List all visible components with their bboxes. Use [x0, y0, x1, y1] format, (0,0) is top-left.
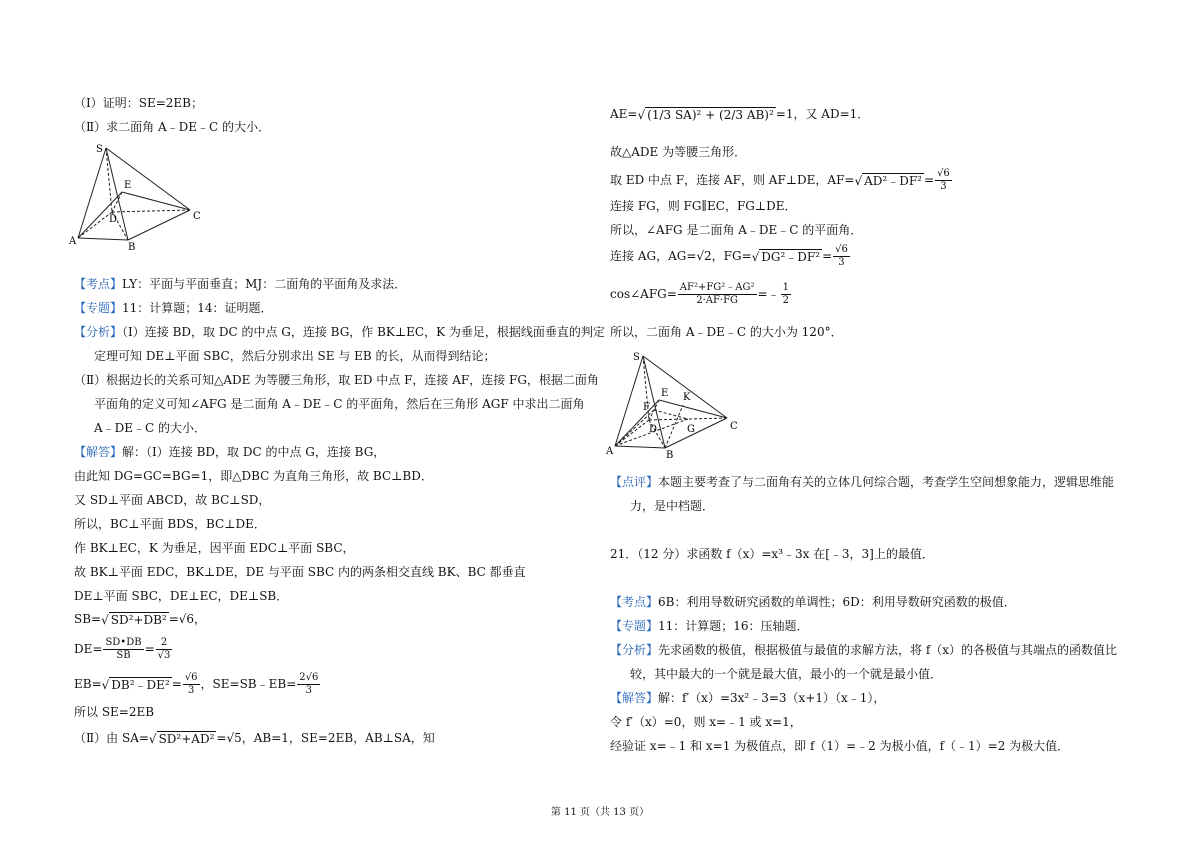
zhuanti-text-r: 11：计算题；16：压轴题．	[658, 619, 809, 633]
kaodian-tag: 【考点】	[74, 277, 123, 291]
fig2-label-g: G	[687, 424, 695, 435]
fig1-label-b: B	[128, 242, 136, 252]
jieda-text-2: 由此知 DG=GC=BG=1，即△DBC 为直角三角形，故 BC⊥BD．	[74, 469, 433, 483]
zhuanti-tag-r: 【专题】	[610, 619, 659, 633]
fg-radicand: DG²﹣DF²	[761, 249, 821, 264]
jieda-text-3: 又 SD⊥平面 ABCD，故 BC⊥SD，	[74, 493, 271, 507]
fenxi-text-1: （Ⅰ）连接 BD，取 DC 的中点 G，连接 BG，作 BK⊥EC，K 为垂足，根据线面垂直的判定	[122, 325, 605, 339]
zhuanti-line	[74, 300, 273, 316]
sb-result: =√6，	[168, 612, 207, 626]
dianping-line-1	[610, 474, 1114, 490]
eb-equals: =	[171, 677, 182, 691]
ae-prefix: AE=	[610, 107, 638, 121]
question-21: 21．（12 分）求函数 f（x）=x³﹣3x 在[﹣3，3]上的最值．	[610, 547, 934, 561]
dianping-text-2: 力，是中档题．	[630, 499, 715, 513]
page-footer: 第 11 页（共 13 页）	[550, 807, 650, 818]
af-denominator: 3	[940, 181, 947, 192]
af-sqrt: √ AD²﹣DF²	[854, 173, 922, 188]
fig1-label-e: E	[124, 180, 132, 191]
fenxi-line-r	[610, 642, 1117, 658]
eb-formula	[74, 672, 321, 700]
ae-formula	[610, 106, 869, 123]
fenxi-line-1	[74, 324, 605, 340]
jieda-line-r	[610, 690, 885, 706]
jieda-tag: 【解答】	[74, 445, 123, 459]
fig2-label-a: A	[606, 446, 614, 457]
sa-radicand: SD²+AD²	[158, 731, 215, 746]
kaodian-tag-r: 【考点】	[610, 595, 659, 609]
cos-fraction-2	[781, 282, 791, 307]
af-fraction	[935, 168, 952, 193]
eb-radicand: DB²﹣DE²	[111, 677, 170, 692]
sa-post: =√5，AB=1，SE=2EB，AB⊥SA，知	[216, 731, 435, 745]
sb-prefix: SB=	[74, 612, 102, 626]
af-equals: =	[924, 173, 935, 187]
cos-numerator: AF²+FG²﹣AG²	[679, 282, 755, 293]
fig1-label-s: S	[96, 144, 103, 155]
jieda-text-1: 解：（Ⅰ）连接 BD，取 DC 的中点 G，连接 BG，	[122, 445, 386, 459]
ae-radicand: (1/3 SA)² + (2/3 AB)²	[647, 107, 774, 122]
de-denominator-2: √3	[157, 650, 171, 661]
fig1-label-a: A	[69, 236, 77, 247]
fg-formula	[610, 244, 851, 272]
jieda-text-r-3: 经验证 x=﹣1 和 x=1 为极值点，即 f（1）=﹣2 为极小值，f（﹣1）=2 为极大值．	[610, 739, 1070, 753]
eb-fraction	[183, 672, 200, 697]
zhuanti-line-r	[610, 618, 809, 634]
zhuanti-tag: 【专题】	[74, 301, 123, 315]
fenxi-tag: 【分析】	[74, 325, 123, 339]
pyramid-figure-2	[603, 348, 753, 460]
zhuanti-text: 11：计算题；14：证明题．	[122, 301, 273, 315]
fg-denominator: 3	[838, 257, 845, 268]
jieda-line-1	[74, 444, 385, 460]
question-part2: （Ⅱ）求二面角 A﹣DE﹣C 的大小．	[74, 120, 271, 134]
fenxi-text-3: （Ⅱ）根据边长的关系可知△ADE 为等腰三角形，取 ED 中点 F，连接 AF，连接 FG，根据二面角	[74, 373, 599, 387]
fenxi-tag-r: 【分析】	[610, 643, 659, 657]
dianping-tag: 【点评】	[610, 475, 659, 489]
cos-numerator-2: 1	[782, 282, 789, 293]
cos-formula	[610, 282, 792, 310]
fig2-label-d: D	[649, 424, 658, 435]
fg-equals: =	[822, 249, 833, 263]
af-numerator: √6	[937, 168, 950, 179]
kaodian-text-r: 6B：利用导数研究函数的单调性；6D：利用导数研究函数的极值．	[658, 595, 1016, 609]
right-line-8: 所以，二面角 A﹣DE﹣C 的大小为 120°．	[610, 325, 843, 339]
af-prefix: 取 ED 中点 F，连接 AF，则 AF⊥DE，AF=	[610, 173, 855, 187]
eb-sqrt: √ DB²﹣DE²	[101, 677, 170, 692]
jieda-text-7: DE⊥平面 SBC，DE⊥EC，DE⊥SB．	[74, 589, 289, 603]
fg-fraction	[833, 244, 850, 269]
sb-formula	[74, 611, 206, 628]
fg-sqrt: √ DG²﹣DF²	[751, 249, 821, 264]
jieda-text-4: 所以，BC⊥平面 BDS，BC⊥DE．	[74, 517, 266, 531]
ae-sqrt: √ (1/3 SA)² + (2/3 AB)²	[637, 107, 774, 122]
sb-radicand: SD²+DB²	[110, 612, 167, 627]
fenxi-text-2: 定理可知 DE⊥平面 SBC，然后分别求出 SE 与 EB 的长，从而得到结论；	[94, 349, 496, 363]
af-radicand: AD²﹣DF²	[864, 173, 922, 188]
cos-fraction	[678, 282, 757, 307]
jieda-text-r-2: 令 f′（x）=0，则 x=﹣1 或 x=1，	[610, 715, 802, 729]
sa-sqrt: √ SD²+AD²	[148, 731, 215, 746]
cos-equals: =﹣	[757, 287, 780, 301]
fig2-label-c: C	[730, 421, 738, 432]
cos-prefix: cos∠AFG=	[610, 287, 677, 301]
ae-post: =1，又 AD=1．	[775, 107, 870, 121]
sa-prefix: （Ⅱ）由 SA=	[74, 731, 149, 745]
jieda-text-6: 故 BK⊥平面 EDC，BK⊥DE，DE 与平面 SBC 内的两条相交直线 BK、BC 都垂直	[74, 565, 526, 579]
eb-numerator: √6	[184, 672, 198, 683]
fig2-label-k: K	[683, 392, 691, 403]
kaodian-line-r	[610, 594, 1016, 610]
fig1-label-c: C	[193, 211, 201, 222]
kaodian-line	[74, 276, 406, 292]
jieda-tag-r: 【解答】	[610, 691, 659, 705]
cos-denominator-2: 2	[782, 295, 789, 306]
fig2-label-s: S	[633, 352, 640, 363]
de-formula	[74, 637, 173, 665]
fenxi-text-4: 平面角的定义可知∠AFG 是二面角 A﹣DE﹣C 的平面角，然后在三角形 AGF 中求出二面角	[94, 397, 585, 411]
se-fraction	[297, 672, 320, 697]
de-denominator: SB	[116, 650, 131, 661]
de-fraction	[103, 637, 143, 662]
se-text: ，SE=SB﹣EB=	[200, 677, 297, 691]
part2-solution-line	[74, 730, 435, 747]
right-line-4: 连接 FG，则 FG∥EC，FG⊥DE．	[610, 199, 797, 213]
kaodian-text: LY：平面与平面垂直；MJ：二面角的平面角及求法．	[122, 277, 407, 291]
fig2-label-b: B	[666, 450, 674, 460]
eb-prefix: EB=	[74, 677, 102, 691]
cos-denominator: 2·AF·FG	[696, 295, 739, 306]
fenxi-text-r-2: 较，其中最大的一个就是最大值，最小的一个就是最小值．	[630, 667, 943, 681]
jieda-text-r-1: 解：f′（x）=3x²﹣3=3（x+1）（x﹣1），	[658, 691, 886, 705]
question-part1: （Ⅰ）证明：SE=2EB；	[74, 96, 203, 110]
fg-prefix: 连接 AG，AG=√2，FG=	[610, 249, 752, 263]
de-numerator: SD•DB	[105, 637, 142, 648]
conclusion-line: 所以 SE=2EB	[74, 705, 155, 719]
jieda-text-5: 作 BK⊥EC，K 为垂足，因平面 EDC⊥平面 SBC，	[74, 541, 355, 555]
fg-numerator: √6	[835, 244, 848, 255]
fig2-label-f: F	[643, 402, 650, 413]
eb-denominator: 3	[187, 685, 195, 696]
right-line-5: 所以，∠AFG 是二面角 A﹣DE﹣C 的平面角．	[610, 223, 863, 237]
sb-sqrt: √ SD²+DB²	[101, 612, 167, 627]
de-fraction-2	[156, 637, 173, 662]
right-line-2: 故△ADE 为等腰三角形．	[610, 145, 747, 159]
de-equals: =	[144, 642, 155, 656]
fenxi-text-r-1: 先求函数的极值，根据极值与最值的求解方法，将 f（x）的各极值与其端点的函数值比	[658, 643, 1118, 657]
fenxi-text-5: A﹣DE﹣C 的大小．	[94, 421, 207, 435]
fig1-label-d: D	[109, 214, 118, 225]
se-denominator: 3	[305, 685, 312, 696]
se-numerator: 2√6	[299, 672, 319, 683]
af-formula	[610, 168, 953, 196]
de-prefix: DE=	[74, 642, 103, 656]
pyramid-figure-1	[66, 140, 216, 252]
dianping-text-1: 本题主要考查了与二面角有关的立体几何综合题，考查学生空间想象能力，逻辑思维能	[658, 475, 1115, 489]
fig2-label-e: E	[661, 388, 669, 399]
de-numerator-2: 2	[156, 637, 173, 650]
